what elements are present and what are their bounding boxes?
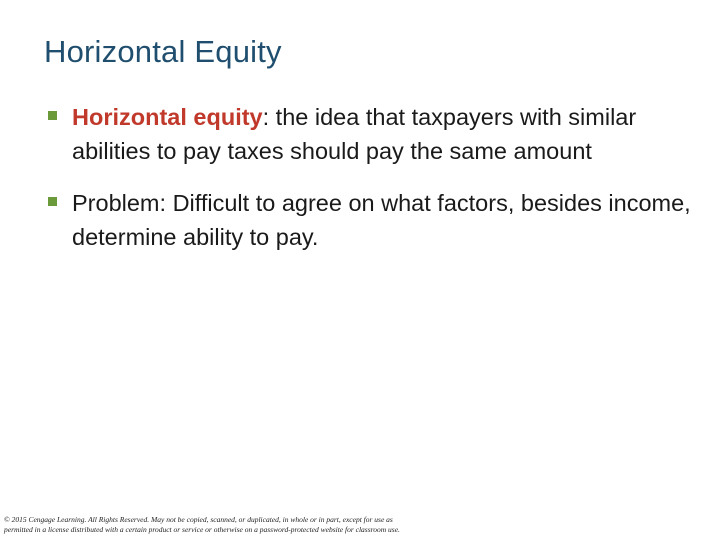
bullet-item-problem bbox=[72, 186, 692, 254]
bullet-list bbox=[72, 100, 692, 272]
square-bullet-icon bbox=[48, 197, 57, 206]
square-bullet-icon bbox=[48, 111, 57, 120]
slide-title: Horizontal Equity bbox=[44, 34, 282, 69]
bullet-text: : the idea that taxpayers with similar abilities to pay taxes should pay the same amount bbox=[72, 104, 637, 164]
footer-line-2: permitted in a license distributed with a certain product or service or otherwise on a password-protected website for classroom use. bbox=[4, 525, 400, 534]
bullet-term: Horizontal equity bbox=[72, 104, 263, 130]
footer-line-1: © 2015 Cengage Learning. All Rights Reserved. May not be copied, scanned, or duplicated, in whole or in part, except for use as bbox=[4, 515, 393, 524]
copyright-footer bbox=[4, 515, 644, 535]
bullet-text: Problem: Difficult to agree on what factors, besides income, determine ability to pay. bbox=[72, 190, 691, 250]
bullet-item-horizontal-equity bbox=[72, 100, 692, 168]
